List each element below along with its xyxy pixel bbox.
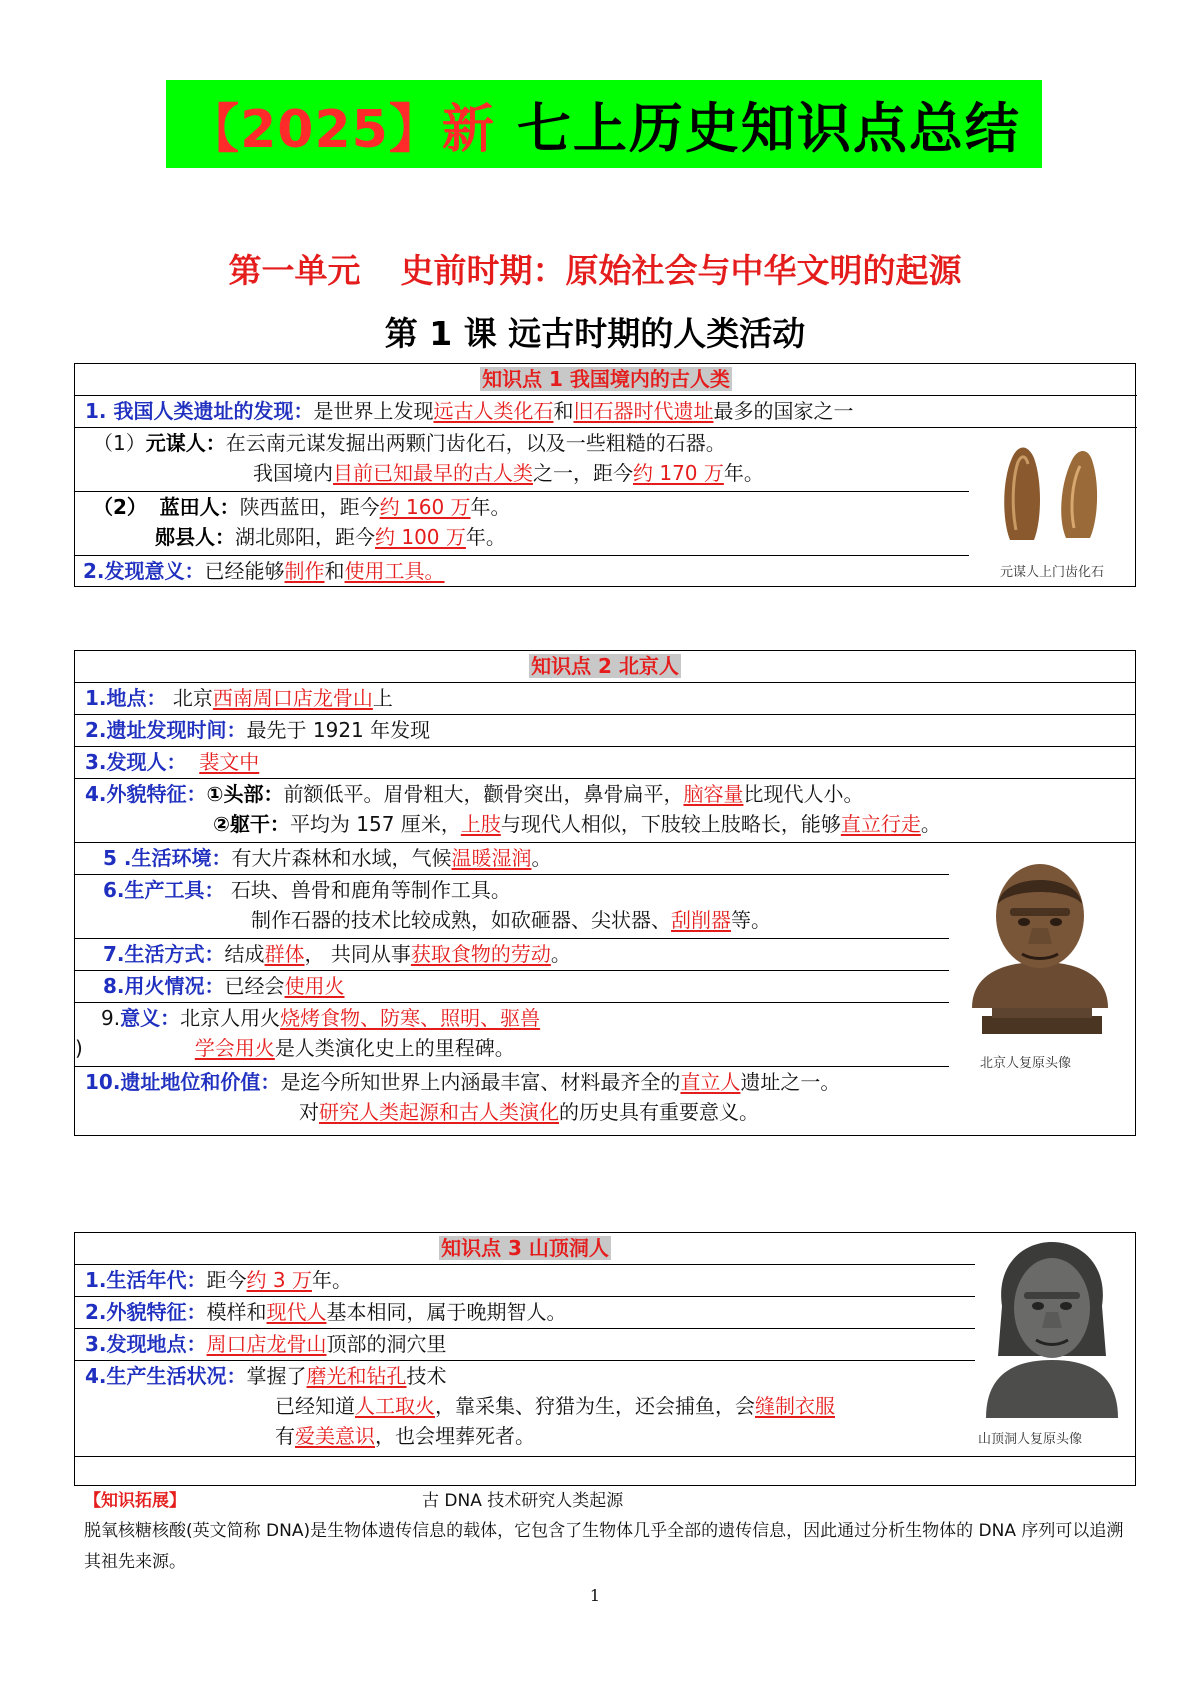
page-number: 1 [589, 1586, 601, 1605]
table-row: 3.发现地点：周口店龙骨山顶部的洞穴里 [75, 1329, 975, 1361]
table-row: 1. 我国人类遗址的发现：是世界上发现远古人类化石和旧石器时代遗址最多的国家之一 [75, 396, 1137, 428]
yuanmou-caption: 元谋人上门齿化石 [1000, 565, 1105, 580]
table-row: 2.发现意义：已经能够制作和使用工具。 [83, 559, 445, 583]
table-row: 1.地点： 北京西南周口店龙骨山上 [75, 683, 1135, 715]
table-row: 10.遗址地位和价值：是迄今所知世界上内涵最丰富、材料最齐全的直立人遗址之一。 对研究人类起源和古人类演化的历史具有重要意义。 [85, 1070, 841, 1124]
unit-number: 第一单元 [228, 251, 361, 290]
table-row: 7.生活方式：结成群体， 共同从事获取食物的劳动。 [75, 939, 949, 971]
unit-title [0, 245, 1190, 292]
table-row: 6.生产工具： 石块、兽骨和鹿角等制作工具。 制作石器的技术比较成熟，如砍砸器、尖状器、刮削器等。 [75, 875, 949, 939]
table-row: （1）元谋人：在云南元谋发掘出两颗门齿化石，以及一些粗糙的石器。 我国境内目前已知最早的古人类之一，距今约 170 万年。 [75, 428, 969, 492]
knowledge-table-1 [74, 363, 1136, 587]
table-row: 1.生活年代：距今约 3 万年。 [75, 1265, 975, 1297]
table-row: 3.发现人： 裴文中 [75, 747, 1135, 779]
table-row: 4.外貌特征：①头部：前额低平。眉骨粗大，颧骨突出，鼻骨扁平，脑容量比现代人小。 ②躯干：平均为 157 厘米，上肢与现代人相似，下肢较上肢略长，能够直立行走。 [75, 779, 1135, 843]
yuanmou-teeth-image [988, 440, 1128, 550]
peking-man-caption: 北京人复原头像 [980, 1056, 1072, 1071]
table-row: 8.用火情况：已经会使用火 [75, 971, 949, 1003]
lesson-title: 第 1 课 远古时期的人类活动 [384, 314, 806, 353]
table-row: （2） 蓝田人：陕西蓝田，距今约 160 万年。 郧县人：湖北郧阳，距今约 100 万年。 [75, 492, 969, 556]
extension-subtitle: 古 DNA 技术研究人类起源 [422, 1491, 624, 1511]
table-row: 2.遗址发现时间：最先于 1921 年发现 [75, 715, 1135, 747]
peking-man-bust-image [952, 858, 1128, 1038]
table-row: 9.意义：北京人用火烧烤食物、防寒、照明、驱兽 ) 学会用火是人类演化史上的里程碑。 [75, 1003, 949, 1067]
upper-cave-caption: 山顶洞人复原头像 [978, 1432, 1083, 1447]
extension-body: 脱氧核糖核酸(英文简称 DNA)是生物体遗传信息的载体，它包含了生物体几乎全部的遗传信息，因此通过分析生物体的 DNA 序列可以追溯其祖先来源。 [84, 1521, 1124, 1572]
banner-year: 【2025】新 [187, 99, 495, 160]
table-row: 2.外貌特征：模样和现代人基本相同，属于晚期智人。 [75, 1297, 975, 1329]
table-header: 知识点 3 山顶洞人 [75, 1233, 975, 1265]
unit-name: 史前时期：原始社会与中华文明的起源 [400, 251, 962, 290]
title-banner [166, 80, 1042, 168]
table-row: 4.生产生活状况：掌握了磨光和钻孔技术 已经知道人工取火，靠采集、狩猎为生，还会捕鱼，会缝制衣服 有爱美意识，也会埋葬死者。 [75, 1361, 1135, 1457]
table-header: 知识点 1 我国境内的古人类 [75, 364, 1137, 396]
banner-title: 七上历史知识点总结 [516, 96, 1021, 160]
table-row: 5 .生活环境：有大片森林和水域，气候温暖湿润。 [75, 843, 949, 875]
extension-title: 【知识拓展】 [84, 1491, 186, 1511]
table-header: 知识点 2 北京人 [75, 651, 1135, 683]
upper-cave-man-bust-image [972, 1236, 1132, 1420]
